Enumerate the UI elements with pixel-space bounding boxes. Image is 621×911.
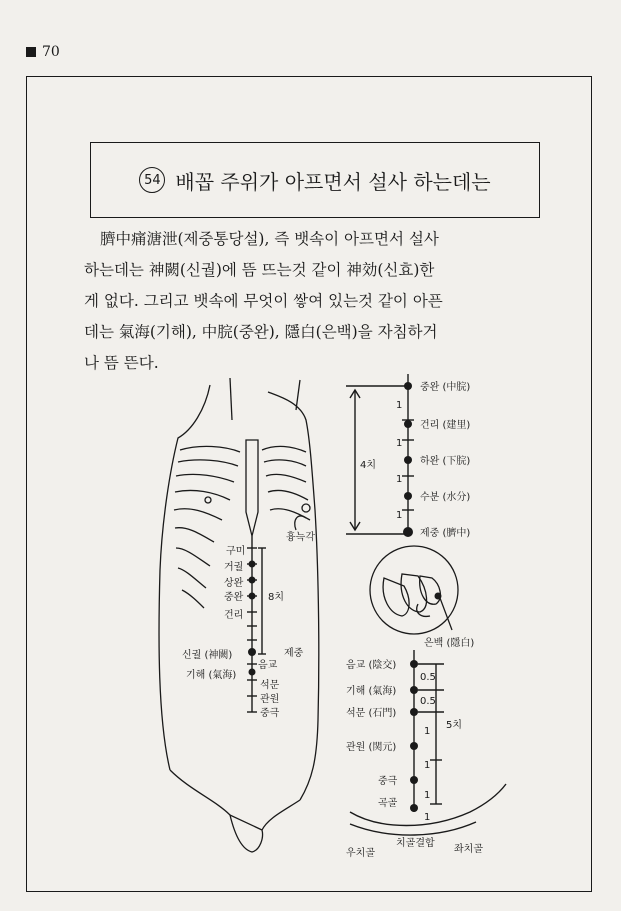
label-umbilicus-angle: 흉늑각 xyxy=(286,532,315,543)
label-geogwol: 거궐 xyxy=(224,562,244,573)
label-upper-hawan: 하완 (下脘) xyxy=(420,456,471,467)
acupoint-subun-upper-dot xyxy=(404,492,412,500)
label-symphysis: 치골결합 xyxy=(396,838,435,849)
label-lower-seg: 0.5 xyxy=(420,672,436,683)
label-gihae: 기해 (氣海) xyxy=(186,670,237,681)
section-title: 배꼽 주위가 아프면서 설사 하는데는 xyxy=(175,169,491,194)
label-lower-seg: 1 xyxy=(424,790,431,801)
label-torso-span: 8치 xyxy=(268,592,285,603)
label-lower-seg: 1 xyxy=(424,760,431,771)
label-seokmun: 석문 xyxy=(260,680,280,691)
label-upper-seg: 1 xyxy=(396,474,403,485)
body-line: 데는 氣海(기해), 中脘(중완), 隱白(은백)을 자침하거 xyxy=(84,323,438,341)
acupoint-jungwan-upper-dot xyxy=(404,382,412,390)
acupoint-junggeuk-lower-dot xyxy=(410,776,418,784)
xiphoid-angle-line xyxy=(295,516,306,530)
label-upper-jungwan: 중완 (中脘) xyxy=(420,382,471,393)
upper-meridian-lines xyxy=(346,374,414,534)
acupoint-jungwan-dot xyxy=(249,593,256,600)
label-gwanwon: 관원 xyxy=(260,694,280,705)
sternum xyxy=(246,440,258,536)
acupoint-gwanwon-lower-dot xyxy=(410,742,418,750)
label-lower-junggeuk: 중극 xyxy=(378,776,398,787)
label-upper-seg: 1 xyxy=(396,400,403,411)
toe-3 xyxy=(420,576,441,604)
neck-line-right xyxy=(296,380,300,410)
label-geolli: 건리 xyxy=(224,610,244,621)
acupoint-gokgol-lower-dot xyxy=(410,804,418,812)
label-lower-seg: 0.5 xyxy=(420,696,436,707)
groin-right xyxy=(262,800,300,830)
torso-left-outline xyxy=(159,385,210,770)
label-upper-span: 4치 xyxy=(360,460,377,471)
toe-2 xyxy=(401,574,426,612)
genital-outline xyxy=(230,815,263,852)
acupoint-hawan-upper-dot xyxy=(404,456,412,464)
body-line: 나 뜸 뜬다. xyxy=(84,354,159,372)
label-lower-gokgol: 곡골 xyxy=(378,798,398,809)
label-sangwan: 상완 xyxy=(224,578,244,589)
toe-1 xyxy=(383,578,409,616)
groin-left xyxy=(170,770,230,815)
label-eunbaek: 은백 (隱白) xyxy=(424,638,475,649)
acupoint-gihae-dot xyxy=(249,669,256,676)
acupoint-gihae-lower-dot xyxy=(410,686,418,694)
label-junggeuk: 중극 xyxy=(260,708,280,719)
neck-line-left xyxy=(230,378,232,420)
label-upper-geolli: 건리 (建里) xyxy=(420,420,471,431)
navel-mark-small xyxy=(302,504,310,512)
section-number-badge: 54 xyxy=(139,167,165,193)
acupoint-jejung-upper-dot xyxy=(403,527,413,537)
label-singwol: 신궐 (神闕) xyxy=(182,650,233,661)
label-eumgyo: 음교 xyxy=(258,660,278,671)
label-lower-span: 5치 xyxy=(446,720,463,731)
label-gumi: 구미 xyxy=(226,546,246,557)
label-upper-seg: 1 xyxy=(396,510,403,521)
label-lower-seokmun: 석문 (石門) xyxy=(346,708,397,719)
label-jejung: 제중 xyxy=(284,648,304,659)
pubic-arc-inner xyxy=(350,822,476,835)
page-number-text: 70 xyxy=(42,44,60,60)
body-line: 하는데는 神闕(신궐)에 뜸 뜨는것 같이 神効(신효)한 xyxy=(84,261,435,279)
acupoint-eunbaek-dot xyxy=(435,593,442,600)
label-lower-seg: 1 xyxy=(424,812,431,823)
acupoint-sangwan-dot xyxy=(249,577,256,584)
label-lower-eumgyo: 음교 (陰交) xyxy=(346,660,397,671)
nipple-left xyxy=(205,497,211,503)
foot-figure xyxy=(370,546,458,634)
acupoint-geogwol-dot xyxy=(249,561,256,568)
label-lower-gwanwon: 관원 (関元) xyxy=(346,742,397,753)
acupoint-singwol-dot xyxy=(248,648,256,656)
acupoint-seokmun-lower-dot xyxy=(410,708,418,716)
label-right-pubis: 우치골 xyxy=(346,848,375,859)
label-upper-seg: 1 xyxy=(396,438,403,449)
body-line: 臍中痛溏泄(제중통당설), 즉 뱃속이 아프면서 설사 xyxy=(100,230,439,248)
label-jungwan: 중완 xyxy=(224,592,244,603)
label-upper-subun: 수분 (水分) xyxy=(420,492,471,503)
label-left-pubis: 좌치골 xyxy=(454,844,483,855)
label-lower-seg: 1 xyxy=(424,726,431,737)
body-line: 게 없다. 그리고 뱃속에 무엇이 쌓여 있는것 같이 아픈 xyxy=(84,292,443,310)
label-upper-jejung: 제중 (臍中) xyxy=(420,528,471,539)
acupoint-eumgyo-lower-dot xyxy=(410,660,418,668)
acupoint-geolli-upper-dot xyxy=(404,420,412,428)
label-lower-gihae: 기해 (氣海) xyxy=(346,686,397,697)
